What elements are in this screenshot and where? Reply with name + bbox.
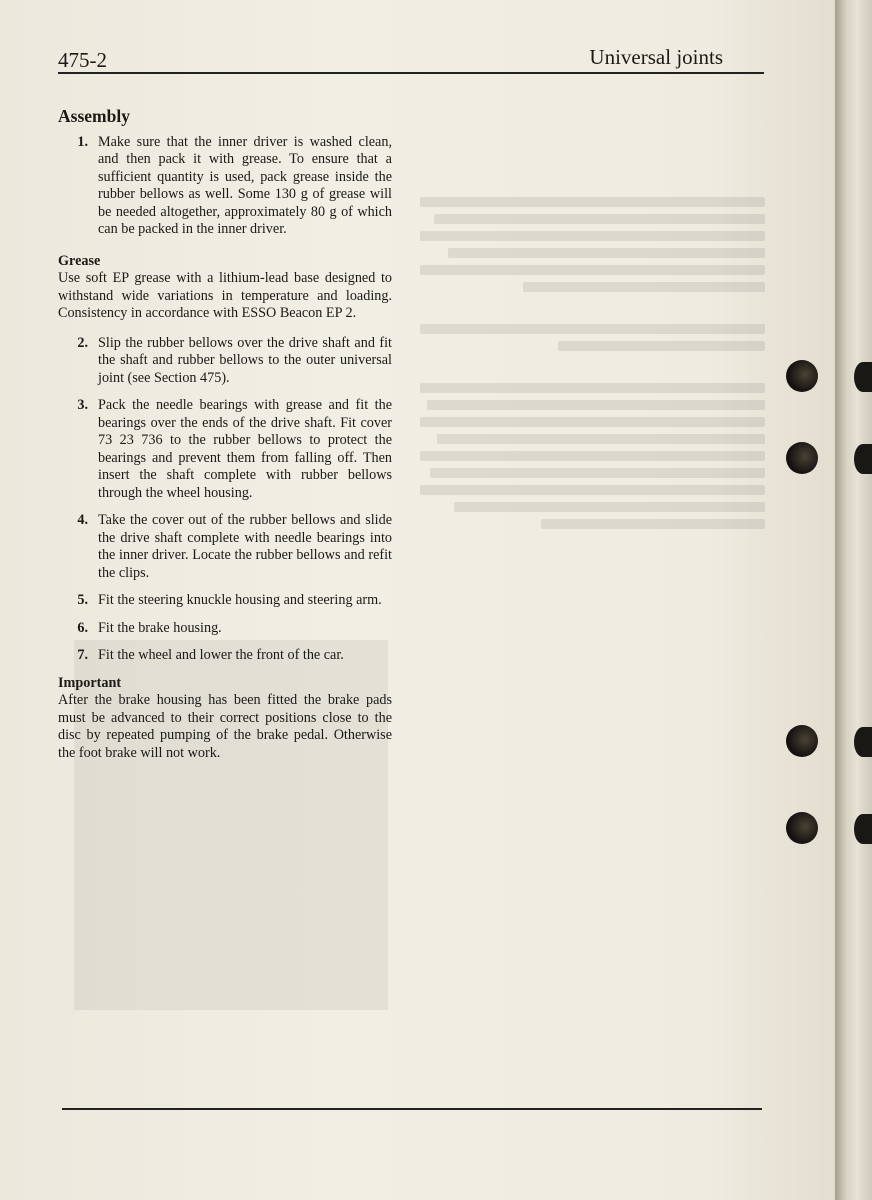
step-number: 1. [77,133,88,150]
step-item [58,647,392,665]
punch-hole [854,362,872,392]
punch-hole [786,725,818,757]
punch-hole [786,812,818,844]
step-text: Fit the steering knuckle housing and steering arm. [98,592,382,608]
punch-hole [854,814,872,844]
step-number: 7. [77,647,88,663]
step-text: Slip the rubber bellows over the drive shaft and fit the shaft and rubber bellows to the outer universal joint (see Section 475). [98,334,392,386]
punch-hole [786,442,818,474]
assembly-heading: Assembly [58,106,130,126]
step-number: 4. [77,512,88,528]
step-number: 2. [77,334,88,351]
punch-hole [854,444,872,474]
show-through-text [420,108,765,536]
grease-text: Use soft EP grease with a lithium-lead base designed to withstand wide variations in temperature and loading. Consistency in accordance with ESSO Beacon EP 2. [58,270,392,321]
assembly-column [58,108,392,762]
section-title: Universal joints [589,45,723,69]
important-heading: Important [58,674,122,691]
step-text: Take the cover out of the rubber bellows and slide the drive shaft complete with needle bearings into the inner driver. Locate the rubber bellows and refit the clips. [98,512,392,581]
step-text: Fit the brake housing. [98,619,222,636]
page-number: 475-2 [58,48,107,72]
important-text: After the brake housing has been fitted the brake pads must be advanced to their correct positions close to the disc by repeated pumping of the brake pedal. Otherwise the foot brake will not work. [58,692,392,761]
punch-hole [786,360,818,392]
step-text: Make sure that the inner driver is washed clean, and then pack it with grease. To ensure that a sufficient quantity is used, pack grease inside the rubber bellows as well. Some 130 g of grease will be needed altogether, approximately 80 g of which can be packed in the inner driver. [98,133,392,237]
step-item [58,620,392,638]
step-number: 5. [77,592,88,608]
steps-list-b [58,335,392,665]
step-item [58,397,392,502]
step-item [58,592,392,610]
step-item [58,335,392,388]
footer-rule [62,1108,762,1110]
header-rule [58,72,764,74]
step-number: 6. [77,619,88,636]
punch-hole [854,727,872,757]
step-text: Fit the wheel and lower the front of the car. [98,647,344,663]
step-item [58,512,392,582]
step-item [58,134,392,239]
grease-heading: Grease [58,252,101,269]
step-text: Pack the needle bearings with grease and fit the bearings over the ends of the drive shaft. Fit cover 73 23 736 to the rubber bellows to protect the bearings and prevent them from falling off. Then insert the shaft complete with rubber bellows through the wheel housing. [98,397,392,501]
next-page-edge [835,0,872,1200]
steps-list-a [58,134,392,239]
step-number: 3. [77,397,88,413]
